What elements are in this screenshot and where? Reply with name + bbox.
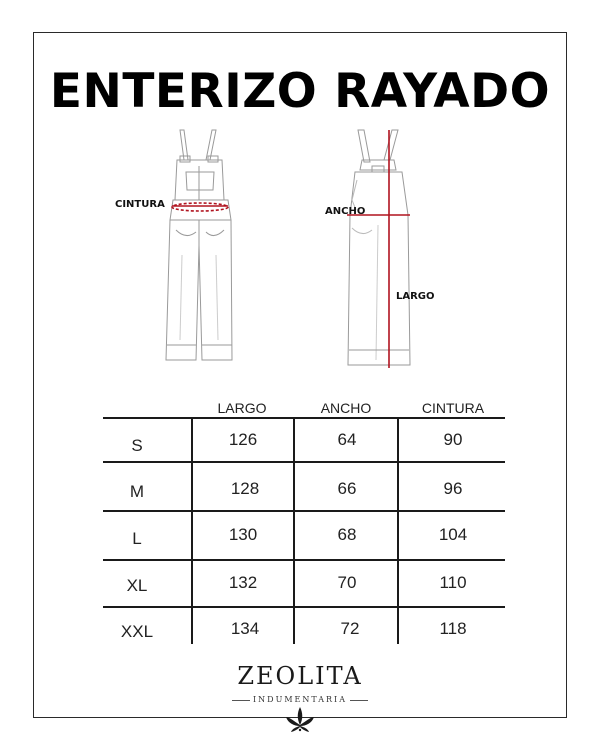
size-cell: XL xyxy=(126,576,148,595)
column-header-largo: LARGO xyxy=(217,400,267,416)
largo-cell: 126 xyxy=(228,430,258,449)
largo-cell: 128 xyxy=(230,479,260,498)
largo-cell: 134 xyxy=(230,619,260,638)
ancho-cell: 70 xyxy=(337,573,357,592)
ancho-cell: 68 xyxy=(337,525,357,544)
brand-rule xyxy=(350,700,368,701)
brand-subtitle xyxy=(0,695,600,704)
page-title: ENTERIZO RAYADO xyxy=(49,64,551,119)
ancho-cell: 66 xyxy=(337,479,357,498)
column-header-ancho: ANCHO xyxy=(320,400,372,416)
cintura-cell: 110 xyxy=(439,573,467,592)
table-rule xyxy=(103,606,505,608)
table-divider xyxy=(293,417,295,644)
table-divider xyxy=(397,417,399,644)
ancho-cell: 64 xyxy=(337,430,357,449)
table-rule xyxy=(103,461,505,463)
cintura-cell: 104 xyxy=(438,525,468,544)
brand-name: ZEOLITA xyxy=(237,662,363,690)
table-rule xyxy=(103,510,505,512)
cintura-cell: 90 xyxy=(443,430,463,449)
size-cell: L xyxy=(132,529,142,548)
ancho-cell: 72 xyxy=(340,619,360,638)
overall-front-illustration xyxy=(166,130,232,360)
column-header-cintura: CINTURA xyxy=(421,400,485,416)
size-cell: S xyxy=(131,436,143,455)
size-cell: M xyxy=(129,482,145,501)
waist-measure-line xyxy=(172,203,228,211)
brand-subtitle-text: INDUMENTARIA xyxy=(253,695,347,704)
cintura-cell: 96 xyxy=(443,479,463,498)
width-label: ANCHO xyxy=(325,206,366,217)
length-label: LARGO xyxy=(396,291,435,302)
waist-label: CINTURA xyxy=(115,199,165,210)
largo-cell: 130 xyxy=(228,525,258,544)
overall-side-illustration xyxy=(348,130,410,365)
cintura-cell: 118 xyxy=(439,619,467,638)
table-rule xyxy=(103,417,505,419)
lotus-icon xyxy=(284,705,316,735)
size-cell: XXL xyxy=(120,622,154,641)
table-rule xyxy=(103,559,505,561)
largo-cell: 132 xyxy=(228,573,258,592)
brand-rule xyxy=(232,700,250,701)
